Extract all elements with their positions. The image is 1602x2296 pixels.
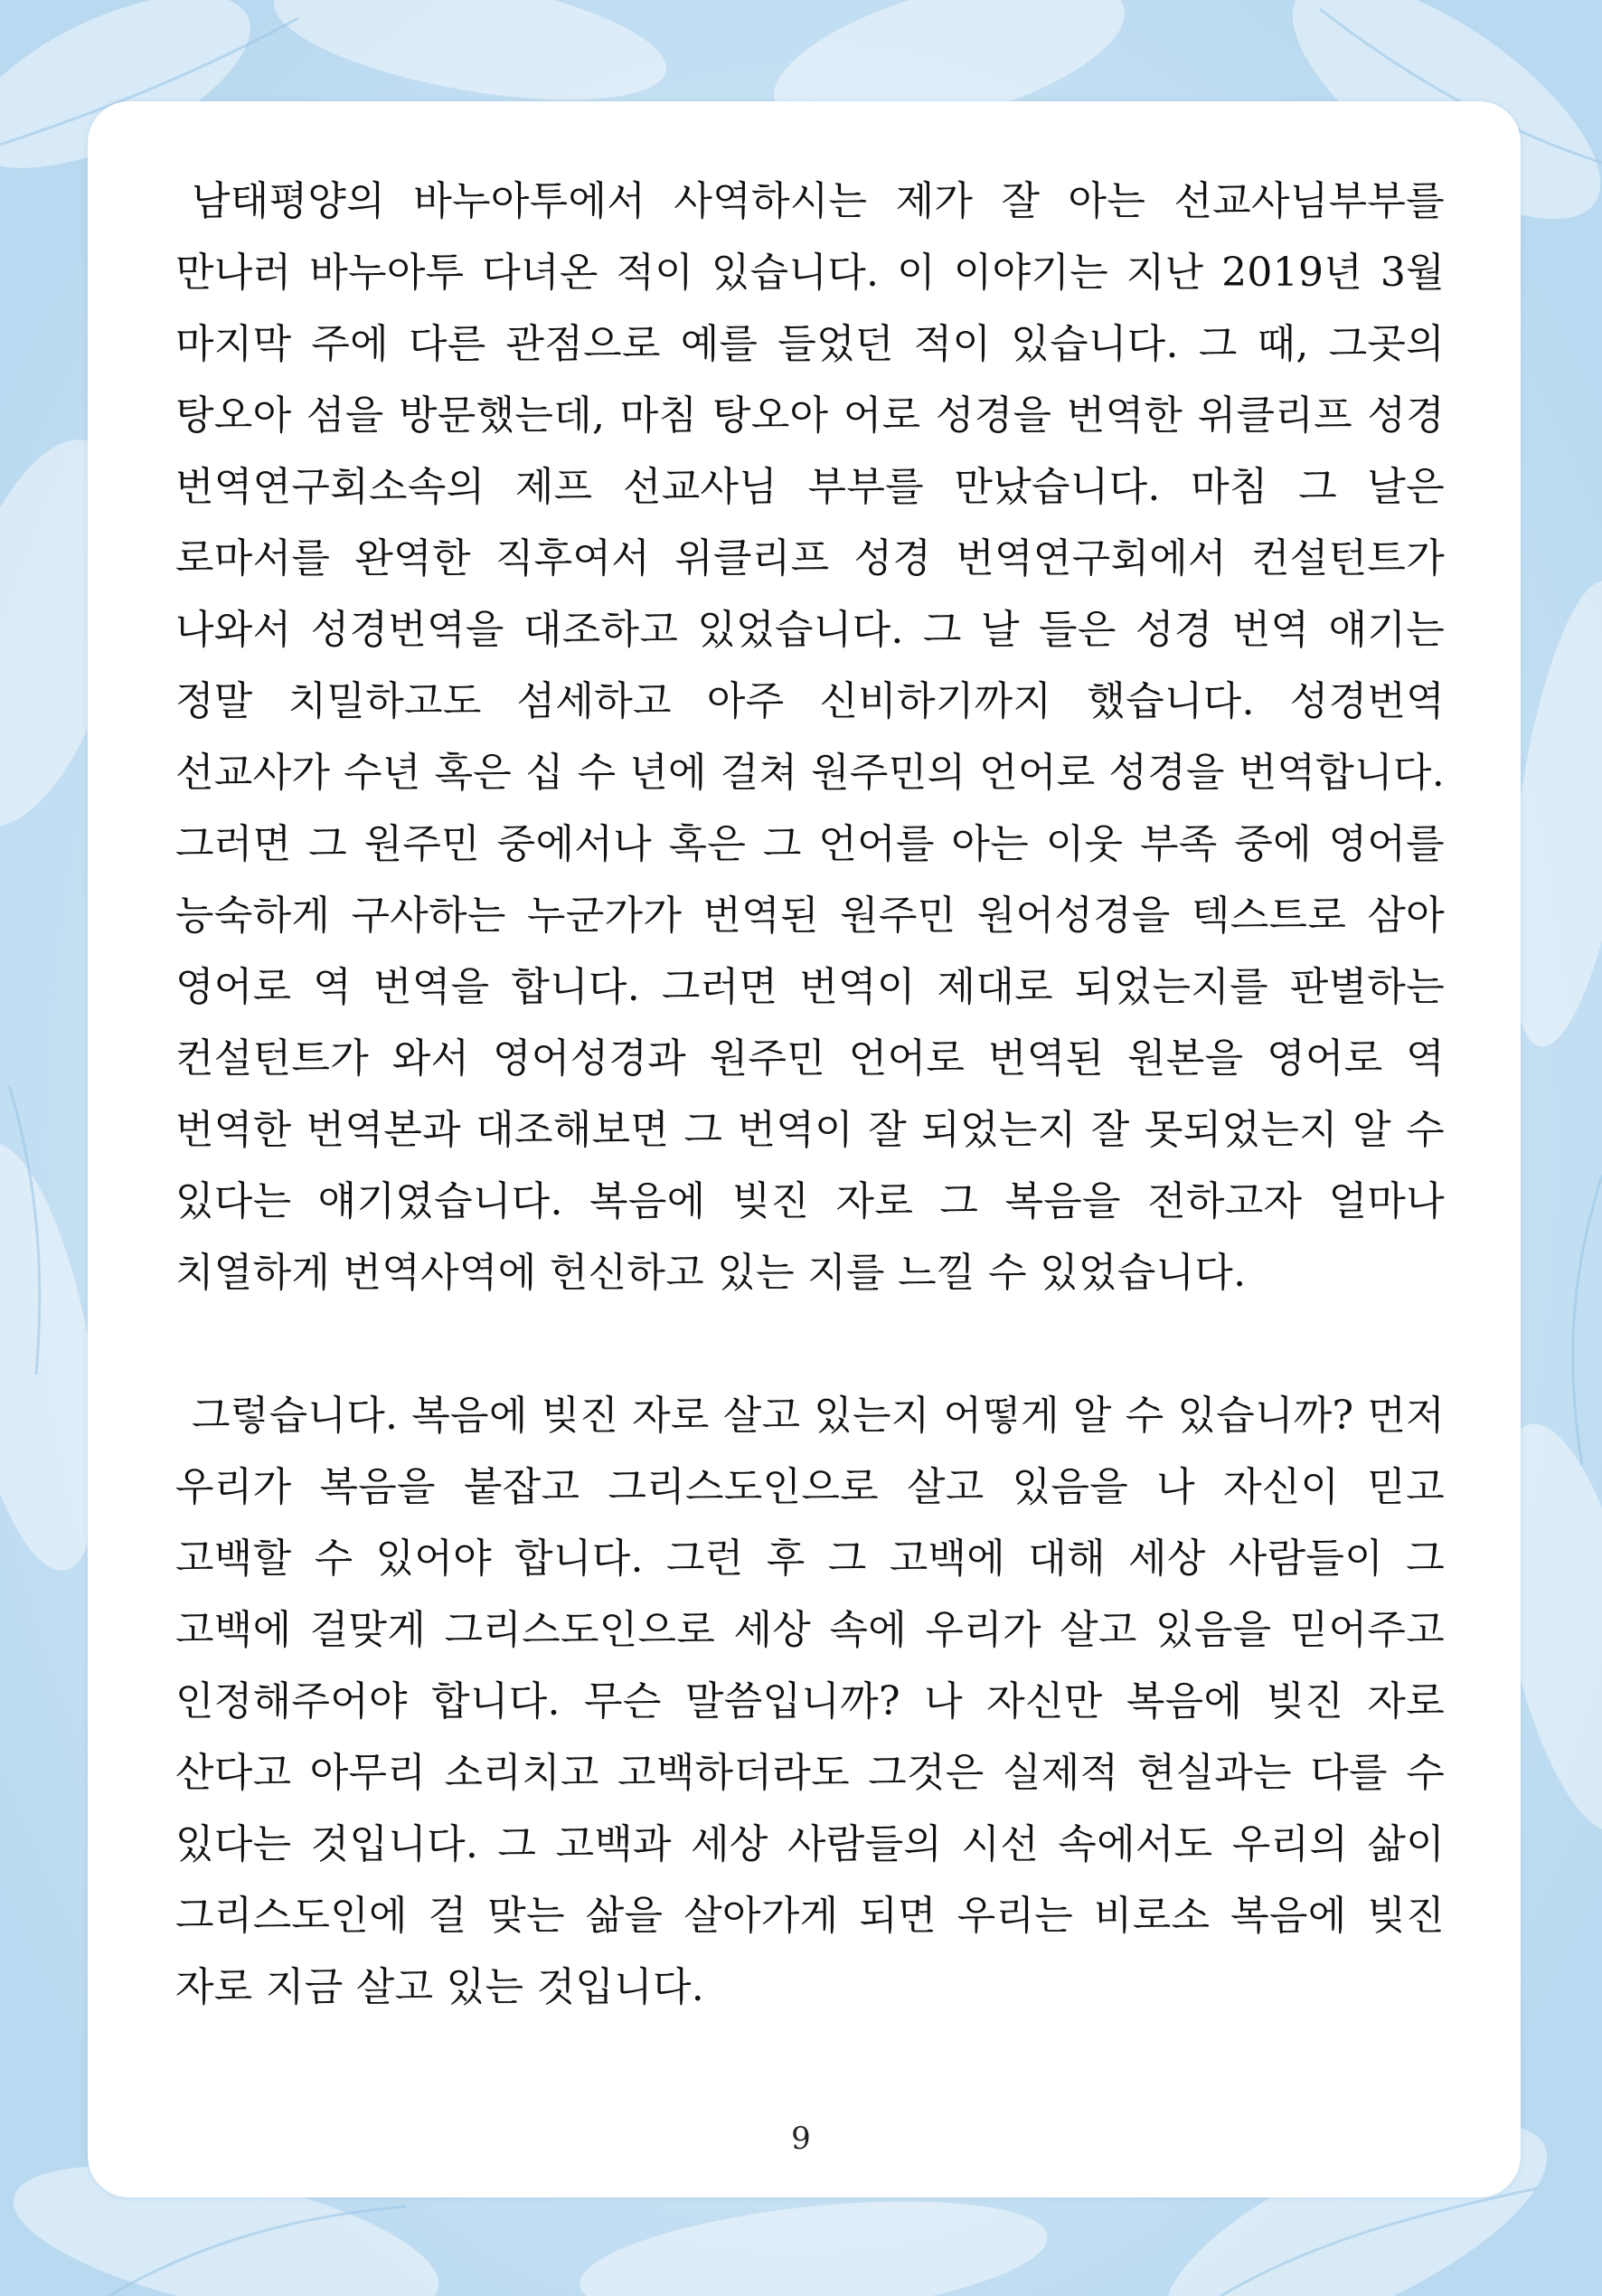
body-text bbox=[175, 165, 1445, 2023]
page-number: 9 bbox=[791, 2121, 811, 2157]
paragraph-2: 그렇습니다. 복음에 빚진 자로 살고 있는지 어떻게 알 수 있습니까? 먼저 우리가 복음을 붙잡고 그리스도인으로 살고 있음을 나 자신이 믿고 고백할 수 있어야 합니다. 그런 후 그 고백에 대해 세상 사람들이 그 고백에 걸맞게 그리스도인으로 세상 속에 우리가 살고 있음을 믿어주고 인정해주어야 합니다. 무슨 말씀입니까? 나 자신만 복음에 빚진 자로 산다고 아무리 소리치고 고백하더라도 그것은 실제적 현실과는 다를 수 있다는 것입니다. 그 고백과 세상 사람들의 시선 속에서도 우리의 삶이 그리스도인에 걸 맞는 삶을 살아가게 되면 우리는 비로소 복음에 빚진 자로 지금 살고 있는 것입니다. bbox=[175, 1393, 1445, 2010]
paragraph-1: 남태평양의 바누아투에서 사역하시는 제가 잘 아는 선교사님부부를 만나러 바누아투 다녀온 적이 있습니다. 이 이야기는 지난 2019년 3월 마지막 주에 다른 관점으로 예를 들었던 적이 있습니다. 그 때, 그곳의 탕오아 섬을 방문했는데, 마침 탕오아 어로 성경을 번역한 위클리프 성경 번역연구회소속의 제프 선교사님 부부를 만났습니다. 마침 그 날은 로마서를 완역한 직후여서 위클리프 성경 번역연구회에서 컨설턴트가 나와서 성경번역을 대조하고 있었습니다. 그 날 들은 성경 번역 얘기는 정말 치밀하고도 섬세하고 아주 신비하기까지 했습니다. 성경번역 선교사가 수년 혹은 십 수 년에 걸쳐 원주민의 언어로 성경을 번역합니다. 그러면 그 원주민 중에서나 혹은 그 언어를 아는 이웃 부족 중에 영어를 능숙하게 구사하는 누군가가 번역된 원주민 원어성경을 텍스트로 삼아 영어로 역 번역을 합니다. 그러면 번역이 제대로 되었는지를 판별하는 컨설턴트가 와서 영어성경과 원주민 언어로 번역된 원본을 영어로 역 번역한 번역본과 대조해보면 그 번역이 잘 되었는지 잘 못되었는지 알 수 있다는 얘기였습니다. 복음에 빚진 자로 그 복음을 전하고자 얼마나 치열하게 번역사역에 헌신하고 있는 지를 느낄 수 있었습니다. bbox=[175, 178, 1445, 1296]
